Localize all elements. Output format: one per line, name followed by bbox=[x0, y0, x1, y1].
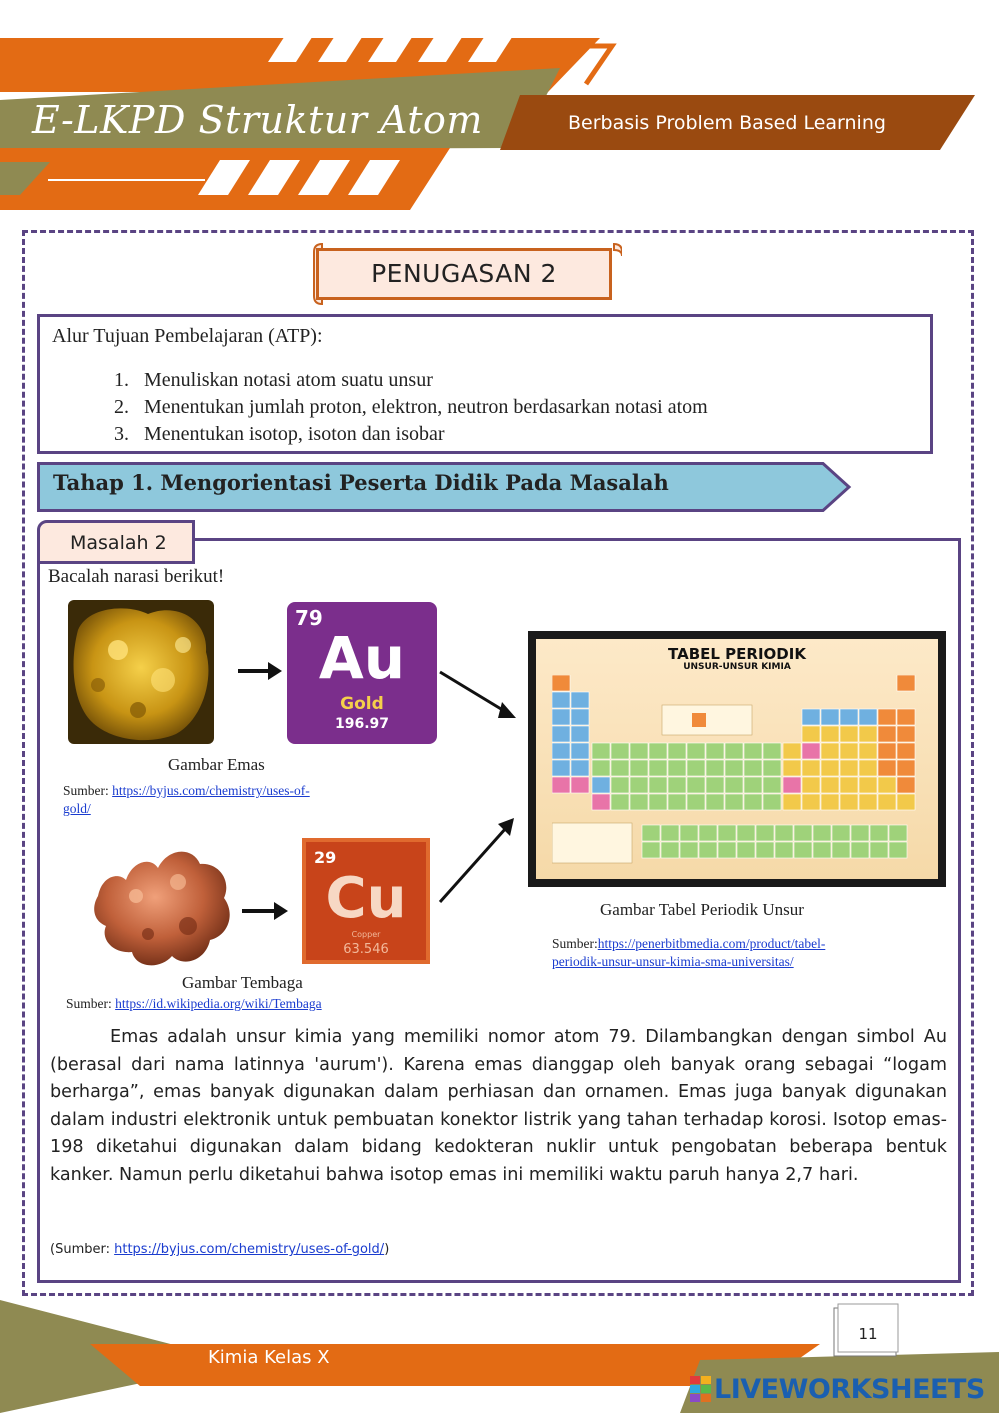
periodic-table-image bbox=[528, 631, 946, 887]
periodic-source: Sumber:https://penerbitbmedia.com/product/tabel- periodik-unsur-unsur-kimia-sma-universitas/ bbox=[552, 936, 826, 969]
learning-objectives-title: Alur Tujuan Pembelajaran (ATP): bbox=[52, 325, 323, 347]
gold-nugget-image bbox=[68, 600, 214, 744]
element-symbol: Cu bbox=[325, 866, 407, 931]
stage-title: Tahap 1. Mengorientasi Peserta Didik Pada Masalah bbox=[53, 470, 669, 495]
gold-element-tile bbox=[287, 602, 437, 744]
narrative-source: (Sumber: https://byjus.com/chemistry/uses-of-gold/) bbox=[50, 1242, 390, 1257]
element-symbol: Au bbox=[318, 624, 406, 692]
arrow-icon bbox=[236, 660, 284, 682]
periodic-image-title: TABEL PERIODIK bbox=[668, 645, 806, 663]
arrow-icon bbox=[240, 900, 290, 922]
problem-intro: Bacalah narasi berikut! bbox=[48, 566, 225, 587]
narrative-paragraph: Emas adalah unsur kimia yang memiliki nomor atom 79. Dilambangkan dengan simbol Au (berasal dari nama latinnya 'aurum'). Karena emas dianggap oleh banyak orang sebagai “logam berharga”, emas banyak digunakan dalam perhiasan dan ornamen. Emas juga banyak digunakan dalam industri elektronik untuk pembuatan konektor listrik yang tahan terhadap korosi. Isotop emas-198 diketahui digunakan dalam bidang kedokteran nuklir untuk pengobatan beberapa bentuk kanker. Namun perlu diketahui bahwa isotop emas ini memiliki waktu paruh hanya 2,7 hari. bbox=[50, 1027, 947, 1185]
element-mass: 196.97 bbox=[334, 716, 390, 732]
gold-source: Sumber: https://byjus.com/chemistry/uses-of- gold/ bbox=[63, 783, 310, 816]
narrative-source-link[interactable]: https://byjus.com/chemistry/uses-of-gold/ bbox=[114, 1242, 385, 1257]
element-number: 79 bbox=[295, 606, 323, 630]
gold-caption: Gambar Emas bbox=[168, 755, 265, 774]
periodic-source-link[interactable]: https://penerbitbmedia.com/product/tabel- periodik-unsur-unsur-kimia-sma-universitas/ bbox=[552, 936, 826, 969]
list-item: 3. Menentukan isotop, isoton dan isobar bbox=[114, 423, 445, 445]
copper-nugget-image bbox=[88, 836, 238, 976]
problem-tab: Masalah 2 bbox=[37, 520, 195, 564]
list-item: 2. Menentukan jumlah proton, elektron, neutron berdasarkan notasi atom bbox=[114, 396, 708, 418]
gold-source-link[interactable]: https://byjus.com/chemistry/uses-of- gold/ bbox=[63, 783, 310, 816]
periodic-image-subtitle: UNSUR-UNSUR KIMIA bbox=[683, 662, 791, 672]
element-number: 29 bbox=[314, 848, 337, 867]
course-label: Kimia Kelas X bbox=[208, 1347, 330, 1368]
copper-source-link[interactable]: https://id.wikipedia.org/wiki/Tembaga bbox=[115, 996, 322, 1011]
document-subtitle: Berbasis Problem Based Learning bbox=[568, 112, 886, 134]
arrows-to-periodic-table bbox=[436, 668, 526, 908]
page-number: 11 bbox=[858, 1325, 878, 1343]
periodic-grid-graphic bbox=[552, 675, 932, 871]
document-title: E-LKPD Struktur Atom bbox=[32, 98, 483, 142]
element-name: Gold bbox=[340, 694, 384, 714]
element-mass: 63.546 bbox=[343, 942, 389, 957]
assignment-label: PENUGASAN 2 bbox=[316, 248, 612, 300]
logo-icon bbox=[690, 1376, 712, 1404]
learning-objectives-list bbox=[114, 367, 708, 448]
copper-element-tile bbox=[302, 838, 430, 964]
learning-objectives-box bbox=[37, 314, 933, 454]
copper-source: Sumber: https://id.wikipedia.org/wiki/Tembaga bbox=[66, 996, 322, 1011]
copper-caption: Gambar Tembaga bbox=[182, 973, 303, 992]
element-name: Copper bbox=[351, 930, 381, 939]
periodic-caption: Gambar Tabel Periodik Unsur bbox=[600, 900, 804, 919]
list-item: 1. Menuliskan notasi atom suatu unsur bbox=[114, 369, 433, 391]
